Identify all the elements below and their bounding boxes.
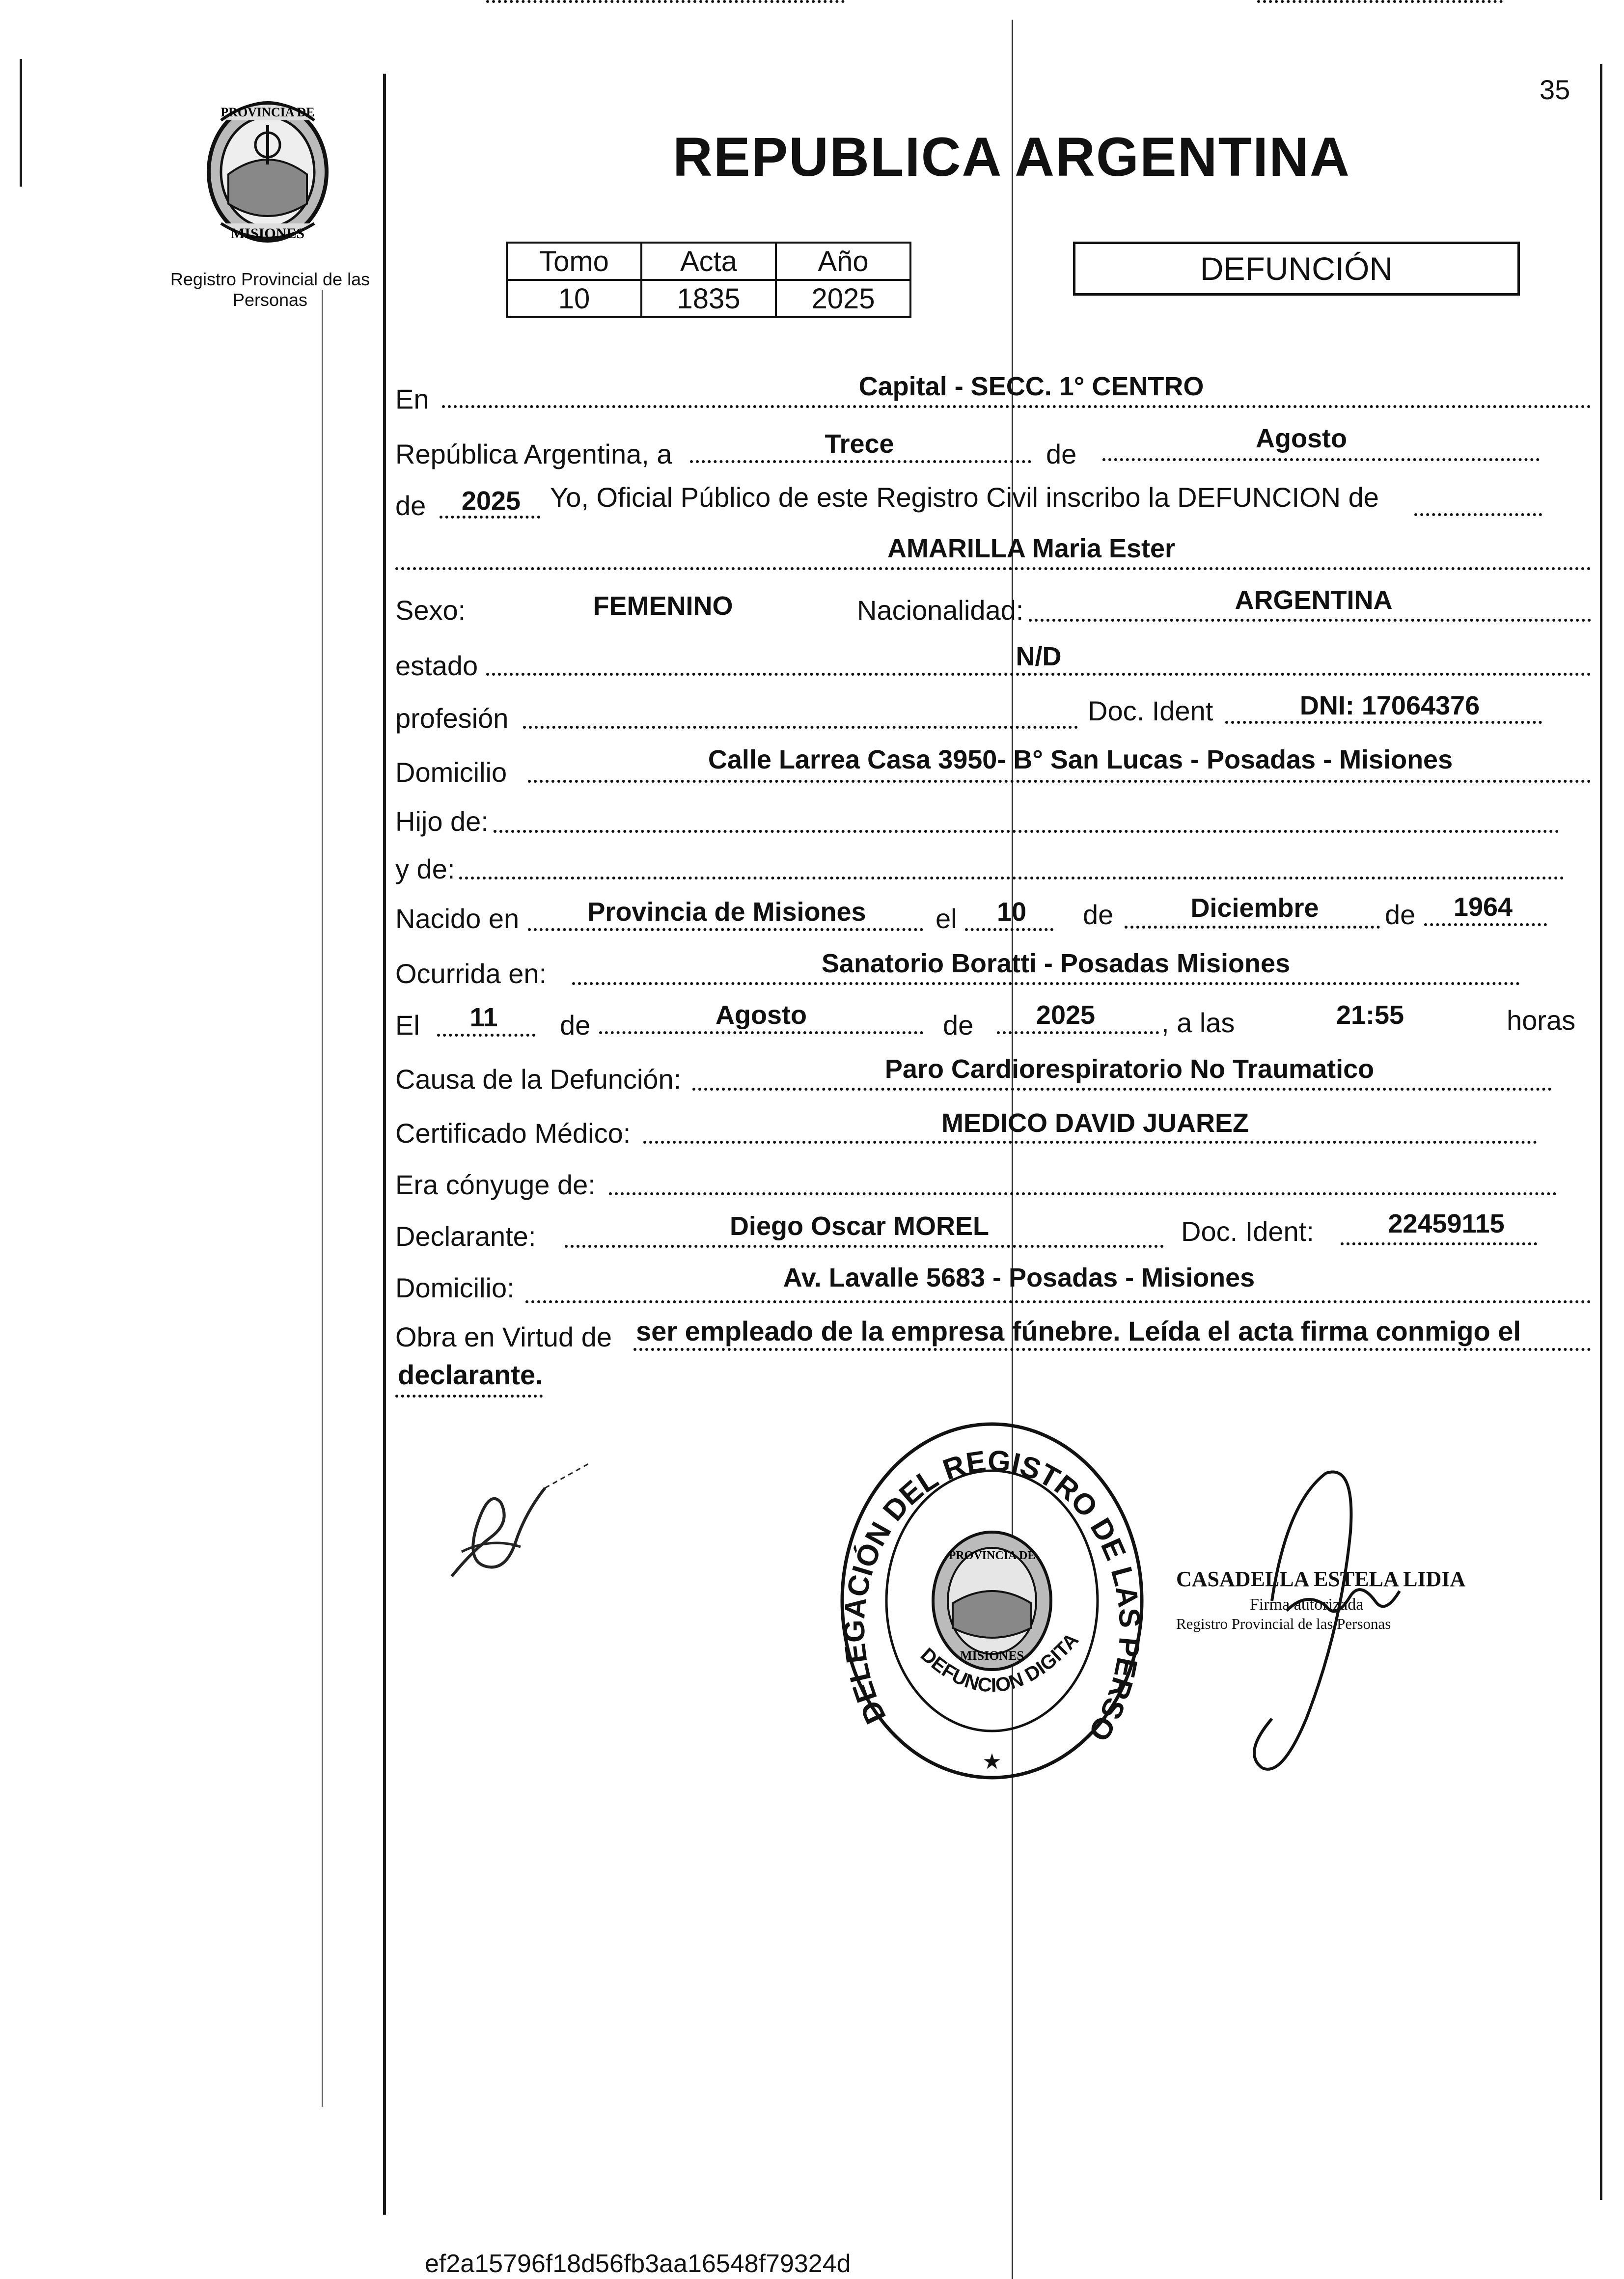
officer-text-block <box>1176 1566 1466 1633</box>
causa-label: Causa de la Defunción: <box>395 1064 682 1095</box>
declarante-doc-label: Doc. Ident: <box>1181 1216 1314 1247</box>
officer-name: CASADELLA ESTELA LIDIA <box>1176 1567 1466 1591</box>
death-day-line <box>437 1034 535 1037</box>
stamp-seal-bottom-text: MISIONES <box>960 1648 1024 1663</box>
causa-line <box>692 1088 1552 1091</box>
y-de-label: y de: <box>395 853 455 884</box>
nacido-label: Nacido en <box>395 903 520 934</box>
domicilio2-label: Domicilio: <box>395 1272 515 1303</box>
profesion-label: profesión <box>395 703 509 734</box>
deceased-name-line <box>395 567 1591 570</box>
year-value: 2025 <box>461 486 521 516</box>
record-type-box: DEFUNCIÓN <box>1073 242 1520 296</box>
domicilio-label: Domicilio <box>395 757 507 788</box>
birth-de1-label: de <box>1083 899 1114 930</box>
declarant-signature <box>442 1454 599 1591</box>
stamp-seal-top-text: PROVINCIA DE <box>948 1549 1036 1562</box>
declarante-value: Diego Oscar MOREL <box>729 1211 990 1241</box>
conyuge-line <box>609 1192 1557 1195</box>
declarante-line <box>565 1245 1164 1248</box>
death-year-value: 2025 <box>1036 1000 1096 1030</box>
nacido-line <box>528 928 923 931</box>
inscribe-text: Yo, Oficial Público de este Registro Civil inscribo la DEFUNCION de <box>550 482 1379 513</box>
record-reference-table <box>506 242 911 318</box>
scan-fold-line <box>1012 20 1013 2279</box>
stamp-inner-text: DEFUNCION DIGITA <box>916 1629 1083 1697</box>
handwritten-signature-icon <box>442 1454 599 1591</box>
province-coat-of-arms-icon <box>194 91 341 248</box>
nacionalidad-label: Nacionalidad: <box>857 595 1024 626</box>
death-day-value: 11 <box>469 1003 498 1032</box>
causa-value: Paro Cardiorespiratorio No Traumatico <box>884 1054 1375 1084</box>
hijo-label: Hijo de: <box>395 806 489 837</box>
declarante-label: Declarante: <box>395 1221 536 1252</box>
year-line <box>440 516 540 519</box>
officer-org: Registro Provincial de las Personas <box>1176 1615 1391 1632</box>
year-prefix-label: de <box>395 490 426 521</box>
value-acta: 1835 <box>641 280 776 317</box>
death-time-value: 21:55 <box>1336 1000 1404 1030</box>
value-tomo: 10 <box>507 280 641 317</box>
death-year-line <box>997 1031 1159 1034</box>
birth-day-value: 10 <box>996 897 1027 927</box>
domicilio-line <box>528 780 1591 783</box>
birth-month-line <box>1125 926 1380 929</box>
birth-day-line <box>965 928 1053 931</box>
doc-ident-line <box>1225 721 1542 724</box>
death-time-line <box>1257 0 1503 3</box>
en-value: Capital - SECC. 1° CENTRO <box>858 372 1204 401</box>
conyuge-label: Era cónyuge de: <box>395 1169 596 1200</box>
header-ano: Año <box>776 243 910 280</box>
certificado-value: MEDICO DAVID JUAREZ <box>941 1108 1249 1138</box>
page-title: REPUBLICA ARGENTINA <box>673 126 1350 188</box>
page-number: 35 <box>1540 74 1570 105</box>
issuer-name: Registro Provincial de las Personas <box>170 269 370 310</box>
death-de1-label: de <box>560 1010 591 1041</box>
seal-top-text: PROVINCIA DE <box>220 105 315 119</box>
stamp-ring-text: DELEGACIÓN DEL REGISTRO DE LAS PERSO <box>837 1444 1147 1747</box>
nacionalidad-line <box>1029 619 1591 622</box>
birth-el-label: el <box>936 903 957 934</box>
obra-value-line2: declarante. <box>398 1359 543 1390</box>
reference-value-row <box>507 280 910 317</box>
profesion-line <box>523 726 1078 729</box>
birth-de2-label: de <box>1385 899 1416 930</box>
star-icon: ★ <box>982 1750 1002 1774</box>
obra-line-2 <box>395 1395 543 1398</box>
right-border-line <box>1600 64 1602 2200</box>
obra-label: Obra en Virtud de <box>395 1321 612 1352</box>
y-de-line <box>459 877 1564 879</box>
day-words-value: Trece <box>825 429 894 459</box>
doc-ident-value: DNI: 17064376 <box>1299 691 1480 720</box>
registry-delegation-stamp-icon <box>835 1414 1149 1787</box>
death-el-label: El <box>395 1010 420 1041</box>
scan-edge-mark <box>20 59 22 187</box>
en-label: En <box>395 384 429 414</box>
death-month-value: Agosto <box>716 1000 807 1030</box>
header-tomo: Tomo <box>507 243 641 280</box>
doc-ident-label: Doc. Ident <box>1088 695 1213 726</box>
domicilio2-line <box>525 1300 1591 1303</box>
day-line <box>690 460 1031 463</box>
scan-edge-mark-2 <box>322 290 323 2107</box>
nacionalidad-value: ARGENTINA <box>1235 585 1393 615</box>
deceased-name-value: AMARILLA Maria Ester <box>887 534 1176 563</box>
month-line <box>1102 458 1540 461</box>
ocurrida-line <box>572 982 1520 985</box>
declarante-doc-value: 22459115 <box>1388 1209 1505 1238</box>
nacido-value: Provincia de Misiones <box>587 897 866 927</box>
officer-role: Firma autorizada <box>1250 1595 1364 1614</box>
estado-label: estado <box>395 650 478 681</box>
certificado-label: Certificado Médico: <box>395 1118 631 1149</box>
ocurrida-label: Ocurrida en: <box>395 958 547 989</box>
certificado-line <box>643 1141 1537 1144</box>
birth-year-line <box>1424 923 1547 926</box>
estado-value: N/D <box>1016 642 1062 671</box>
inscribe-line <box>1414 513 1542 516</box>
obra-value-line1: ser empleado de la empresa fúnebre. Leída el acta firma conmigo el <box>636 1316 1521 1346</box>
death-de2-label: de <box>943 1010 974 1041</box>
horas-label: horas <box>1507 1005 1576 1036</box>
declarante-doc-line <box>1341 1242 1537 1245</box>
reference-header-row <box>507 243 910 280</box>
domicilio-value: Calle Larrea Casa 3950- B° San Lucas - Posadas - Misiones <box>708 745 1453 774</box>
seal-bottom-text: MISIONES <box>230 225 305 242</box>
sexo-line <box>486 0 845 3</box>
birth-month-value: Diciembre <box>1190 893 1319 923</box>
estado-line <box>486 673 1591 676</box>
de-label: de <box>1046 439 1077 469</box>
death-month-line <box>599 1031 923 1034</box>
sexo-value: FEMENINO <box>593 591 733 621</box>
province-seal <box>194 91 341 248</box>
domicilio2-value: Av. Lavalle 5683 - Posadas - Misiones <box>783 1263 1255 1292</box>
sexo-label: Sexo: <box>395 595 466 626</box>
header-acta: Acta <box>641 243 776 280</box>
ocurrida-value: Sanatorio Boratti - Posadas Misiones <box>821 949 1291 978</box>
a-las-label: , a las <box>1161 1007 1235 1038</box>
month-value: Agosto <box>1256 424 1347 453</box>
value-ano: 2025 <box>776 280 910 317</box>
left-border-line <box>383 74 386 2215</box>
republica-label: República Argentina, a <box>395 439 672 469</box>
birth-year-value: 1964 <box>1453 892 1513 922</box>
en-line <box>442 405 1591 408</box>
official-stamp <box>835 1414 1149 1787</box>
hijo-line <box>494 830 1559 833</box>
document-hash: ef2a15796f18d56fb3aa16548f79324d <box>425 2250 851 2278</box>
obra-line <box>633 1348 1591 1351</box>
